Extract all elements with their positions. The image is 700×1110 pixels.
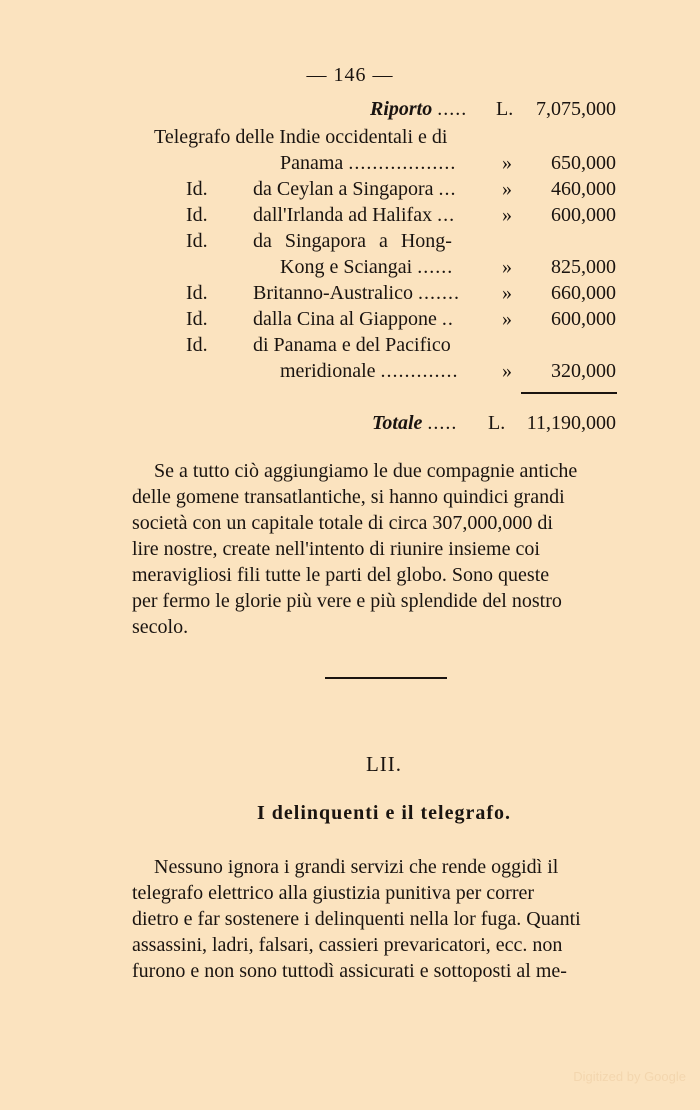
ledger-item-label: Kong e Sciangai [280,256,413,278]
ledger-item-amount: 660,000 [551,282,616,304]
ledger-item-id: Id. [186,178,208,200]
ledger-row [253,306,454,332]
ledger-row [253,176,457,202]
ledger-row [280,254,453,280]
text-line: secolo. [132,616,189,638]
ledger-item-label: meridionale [280,360,376,382]
ledger-item-id: Id. [186,334,208,356]
ledger-item-amount: 460,000 [551,178,616,200]
ledger-item-dots: ... [438,178,457,200]
carry-dots: ..... [437,98,468,120]
ledger-item-mark: » [502,360,512,382]
ledger-intro: Telegrafo delle Indie occidentali e di [154,126,448,148]
ledger-item-mark: » [502,178,512,200]
ledger-item-id: Id. [186,282,208,304]
ledger-item-label: Panama [280,152,344,174]
ledger-item-label: di Panama e del Pacifico [253,334,451,356]
ledger-item-dots: .................. [348,152,457,174]
text-line: per fermo le glorie più vere e più splendide del nostro [132,590,562,612]
text-line: Nessuno ignora i grandi servizi che rende oggidì il [154,856,559,878]
ledger-item-mark: » [502,308,512,330]
carry-amount: 7,075,000 [536,98,616,120]
chapter-number: LII. [365,752,403,776]
total-amount: 11,190,000 [526,412,616,434]
total-row [372,410,457,436]
ledger-item-id: Id. [186,204,208,226]
ledger-row [280,358,459,384]
text-line: dietro e far sostenere i delinquenti nella lor fuga. Quanti [132,908,581,930]
paragraph-2 [132,854,638,984]
paragraph-1 [132,458,638,640]
text-line: delle gomene transatlantiche, si hanno quindici grandi [132,486,565,508]
ledger-item-id: Id. [186,230,208,252]
ledger-item-mark: » [502,282,512,304]
ledger-row [253,202,455,228]
ledger-item-mark: » [502,256,512,278]
ledger-item-dots: ... [437,204,456,226]
total-label: Totale [372,412,423,434]
ledger-item-label: da Ceylan a Singapora [253,178,434,200]
ledger-item-label: Britanno-Australico [253,282,413,304]
text-line: furono e non sono tuttodì assicurati e sottoposti al me- [132,960,567,982]
ledger-item-label: da Singapora a Hong- [253,230,452,252]
text-line: telegrafo elettrico alla giustizia punitiva per correr [132,882,535,904]
total-currency: L. [488,412,506,434]
ledger-item-dots: ...... [417,256,454,278]
total-dots: ..... [427,412,458,434]
sum-rule [521,392,617,394]
ledger-row [280,150,456,176]
text-line: Se a tutto ciò aggiungiamo le due compagnie antiche [154,460,578,482]
ledger-item-label: dall'Irlanda ad Halifax [253,204,433,226]
section-divider [325,677,447,679]
ledger-item-amount: 650,000 [551,152,616,174]
ledger-item-amount: 600,000 [551,308,616,330]
digitizer-watermark: Digitized by Google [573,1069,686,1084]
ledger-item-amount: 825,000 [551,256,616,278]
page-number: — 146 — [306,64,394,86]
text-line: assassini, ladri, falsari, cassieri prevaricatori, ecc. non [132,934,563,956]
ledger-item-mark: » [502,204,512,226]
text-line: società con un capitale totale di circa 307,000,000 di [132,512,553,534]
ledger-item-amount: 600,000 [551,204,616,226]
ledger-item-dots: ....... [417,282,460,304]
ledger-item-id: Id. [186,308,208,330]
ledger-item-amount: 320,000 [551,360,616,382]
ledger-item-mark: » [502,152,512,174]
ledger-row [253,280,460,306]
carry-label: Riporto [370,98,433,120]
chapter-title: I delinquenti e il telegrafo. [257,802,511,824]
ledger-item-label: dalla Cina al Giappone [253,308,437,330]
ledger-item-dots: ............. [380,360,459,382]
carry-row [370,96,467,122]
text-line: lire nostre, create nell'intento di riunire insieme coi [132,538,540,560]
text-line: meravigliosi fili tutte le parti del globo. Sono queste [132,564,550,586]
ledger-item-dots: .. [441,308,454,330]
carry-currency: L. [496,98,514,120]
